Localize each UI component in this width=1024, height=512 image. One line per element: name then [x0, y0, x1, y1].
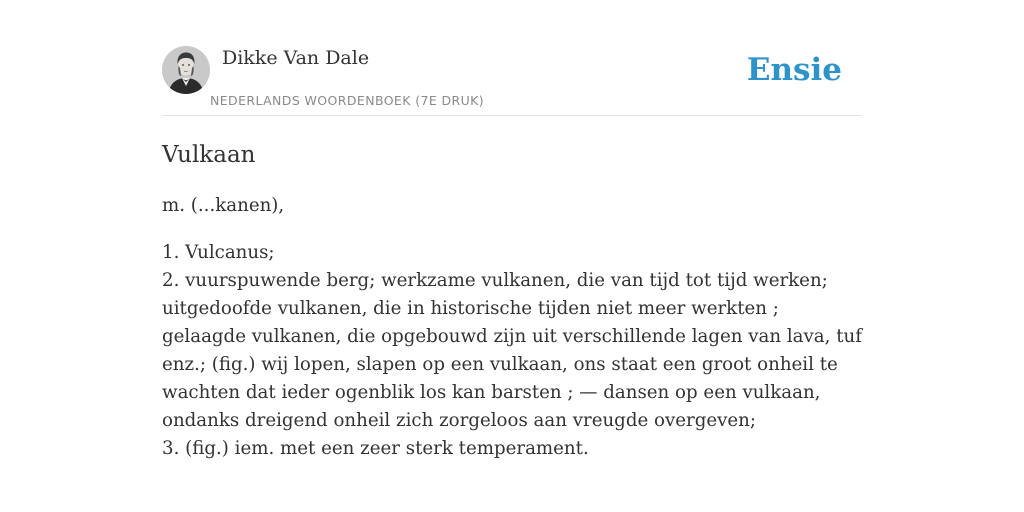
definition-1: 1. Vulcanus; [162, 242, 275, 263]
author-portrait-icon [162, 46, 210, 94]
source-label: NEDERLANDS WOORDENBOEK (7E DRUK) [210, 93, 485, 108]
definition-2: 2. vuurspuwende berg; werkzame vulkanen, die van tijd tot tijd werken; uitgedoofde vulkanen, die in historische tijden niet meer werkten ; gelaagde vulkanen, die opgebouwd zijn uit verschillende lagen van lava, tuf enz.; (fig.) wij lopen, slapen op een vulkaan, ons staat een groot onheil te wachten dat ieder ogenblik los kan barsten ; — dansen op een vulkaan, ondanks dreigend onheil zich zorgeloos aan vreugde overgeven; [162, 270, 862, 431]
ensie-logo[interactable]: Ensie [746, 52, 842, 88]
definition-3: 3. (fig.) iem. met een zeer sterk temperament. [162, 438, 589, 459]
page-header [162, 46, 862, 116]
entry-body [162, 192, 862, 463]
entry-title: Vulkaan [162, 142, 256, 168]
grammar-info: m. (...kanen), [162, 195, 285, 216]
author-name[interactable]: Dikke Van Dale [222, 47, 370, 69]
author-avatar[interactable] [162, 46, 210, 94]
